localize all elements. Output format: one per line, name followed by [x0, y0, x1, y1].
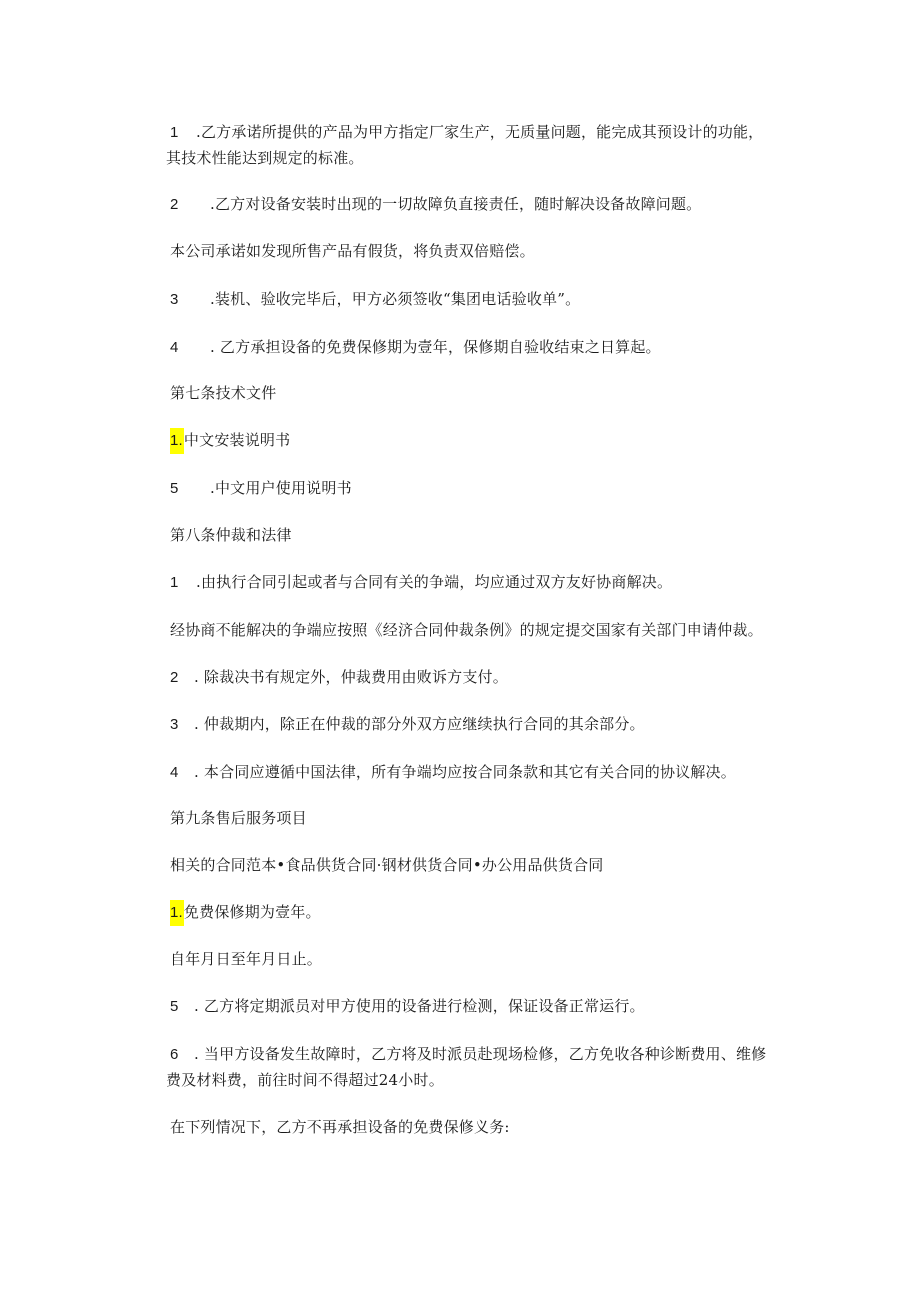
clause-text: 免费保修期为壹年。	[183, 903, 321, 921]
paragraph-text: 自年月日至年月日止。	[170, 950, 323, 968]
paragraph-text: 在下列情况下，乙方不再承担设备的免费保修义务:	[170, 1118, 510, 1136]
clause-text: . 当甲方设备发生故障时，乙方将及时派员赴现场检修，乙方免收各种诊断费用、维修	[194, 1045, 767, 1063]
related-templates-line	[170, 852, 603, 878]
warranty-exclusions-intro	[170, 1114, 510, 1140]
clause-text: .乙方承诺所提供的产品为甲方指定厂家生产，无质量问题，能完成其预设计的功能，	[196, 123, 764, 141]
clause-number: 5	[170, 998, 179, 1015]
clause-text: .装机、验收完毕后，甲方必须签收“集团电话验收单”。	[210, 290, 581, 308]
clause-1-warranty	[170, 119, 763, 146]
tech-doc-item-5	[170, 475, 352, 502]
clause-text: . 仲裁期内，除正在仲裁的部分外双方应继续执行合同的其余部分。	[194, 715, 645, 733]
section-heading: 第八条仲裁和法律	[170, 526, 292, 544]
clause-text: .中文用户使用说明书	[210, 479, 352, 497]
clause-number: 2	[170, 196, 179, 213]
arbitration-clause-1	[170, 569, 672, 596]
clause-4-warranty-period	[170, 334, 661, 361]
arbitration-escalation	[170, 617, 763, 643]
clause-number: 1	[170, 124, 179, 141]
article-8-heading	[170, 522, 292, 548]
warranty-date-range	[170, 946, 322, 972]
service-item-6-continuation	[166, 1067, 444, 1093]
clause-text-continued: 其技术性能达到规定的标准。	[166, 149, 364, 167]
clause-3-acceptance	[170, 286, 580, 313]
clause-number: 1	[170, 574, 179, 591]
clause-number: 4	[170, 339, 179, 356]
article-9-heading	[170, 805, 307, 831]
clause-1-continuation	[166, 145, 364, 171]
clause-number: 4	[170, 764, 179, 781]
clause-number-highlighted: 1.	[170, 900, 184, 926]
service-item-5	[170, 993, 645, 1020]
clause-text: 中文安装说明书	[183, 431, 291, 449]
clause-number: 3	[170, 291, 179, 308]
tech-doc-item-1	[170, 427, 290, 454]
clause-text: . 本合同应遵循中国法律，所有争端均应按合同条款和其它有关合同的协议解决。	[194, 763, 736, 781]
article-7-heading	[170, 380, 276, 406]
clause-text: .乙方对设备安装时出现的一切故障负直接责任，随时解决设备故障问题。	[210, 195, 702, 213]
clause-number: 2	[170, 669, 179, 686]
paragraph-text: 相关的合同范本•食品供货合同·钢材供货合同•办公用品供货合同	[170, 856, 604, 874]
clause-text: .由执行合同引起或者与合同有关的争端，均应通过双方友好协商解决。	[196, 573, 673, 591]
clause-number: 3	[170, 716, 179, 733]
clause-number-highlighted: 1.	[170, 428, 184, 454]
service-item-6	[170, 1041, 766, 1068]
service-item-1	[170, 899, 321, 926]
clause-2-fault-responsibility	[170, 191, 701, 218]
clause-text-continued: 费及材料费，前往时间不得超过24小时。	[166, 1071, 444, 1089]
section-heading: 第七条技术文件	[170, 384, 277, 402]
counterfeit-compensation	[170, 238, 535, 264]
clause-text: . 乙方承担设备的免费保修期为壹年，保修期自验收结束之日算起。	[210, 338, 661, 356]
clause-text: . 乙方将定期派员对甲方使用的设备进行检测，保证设备正常运行。	[194, 997, 645, 1015]
clause-number: 5	[170, 480, 179, 497]
arbitration-clause-2	[170, 664, 508, 691]
paragraph-text: 本公司承诺如发现所售产品有假货，将负责双倍赔偿。	[170, 242, 535, 260]
clause-text: . 除裁决书有规定外，仲裁费用由败诉方支付。	[194, 668, 508, 686]
arbitration-clause-3	[170, 711, 645, 738]
section-heading: 第九条售后服务项目	[170, 809, 307, 827]
paragraph-text: 经协商不能解决的争端应按照《经济合同仲裁条例》的规定提交国家有关部门申请仲裁。	[170, 621, 763, 639]
arbitration-clause-4	[170, 759, 736, 786]
clause-number: 6	[170, 1046, 179, 1063]
